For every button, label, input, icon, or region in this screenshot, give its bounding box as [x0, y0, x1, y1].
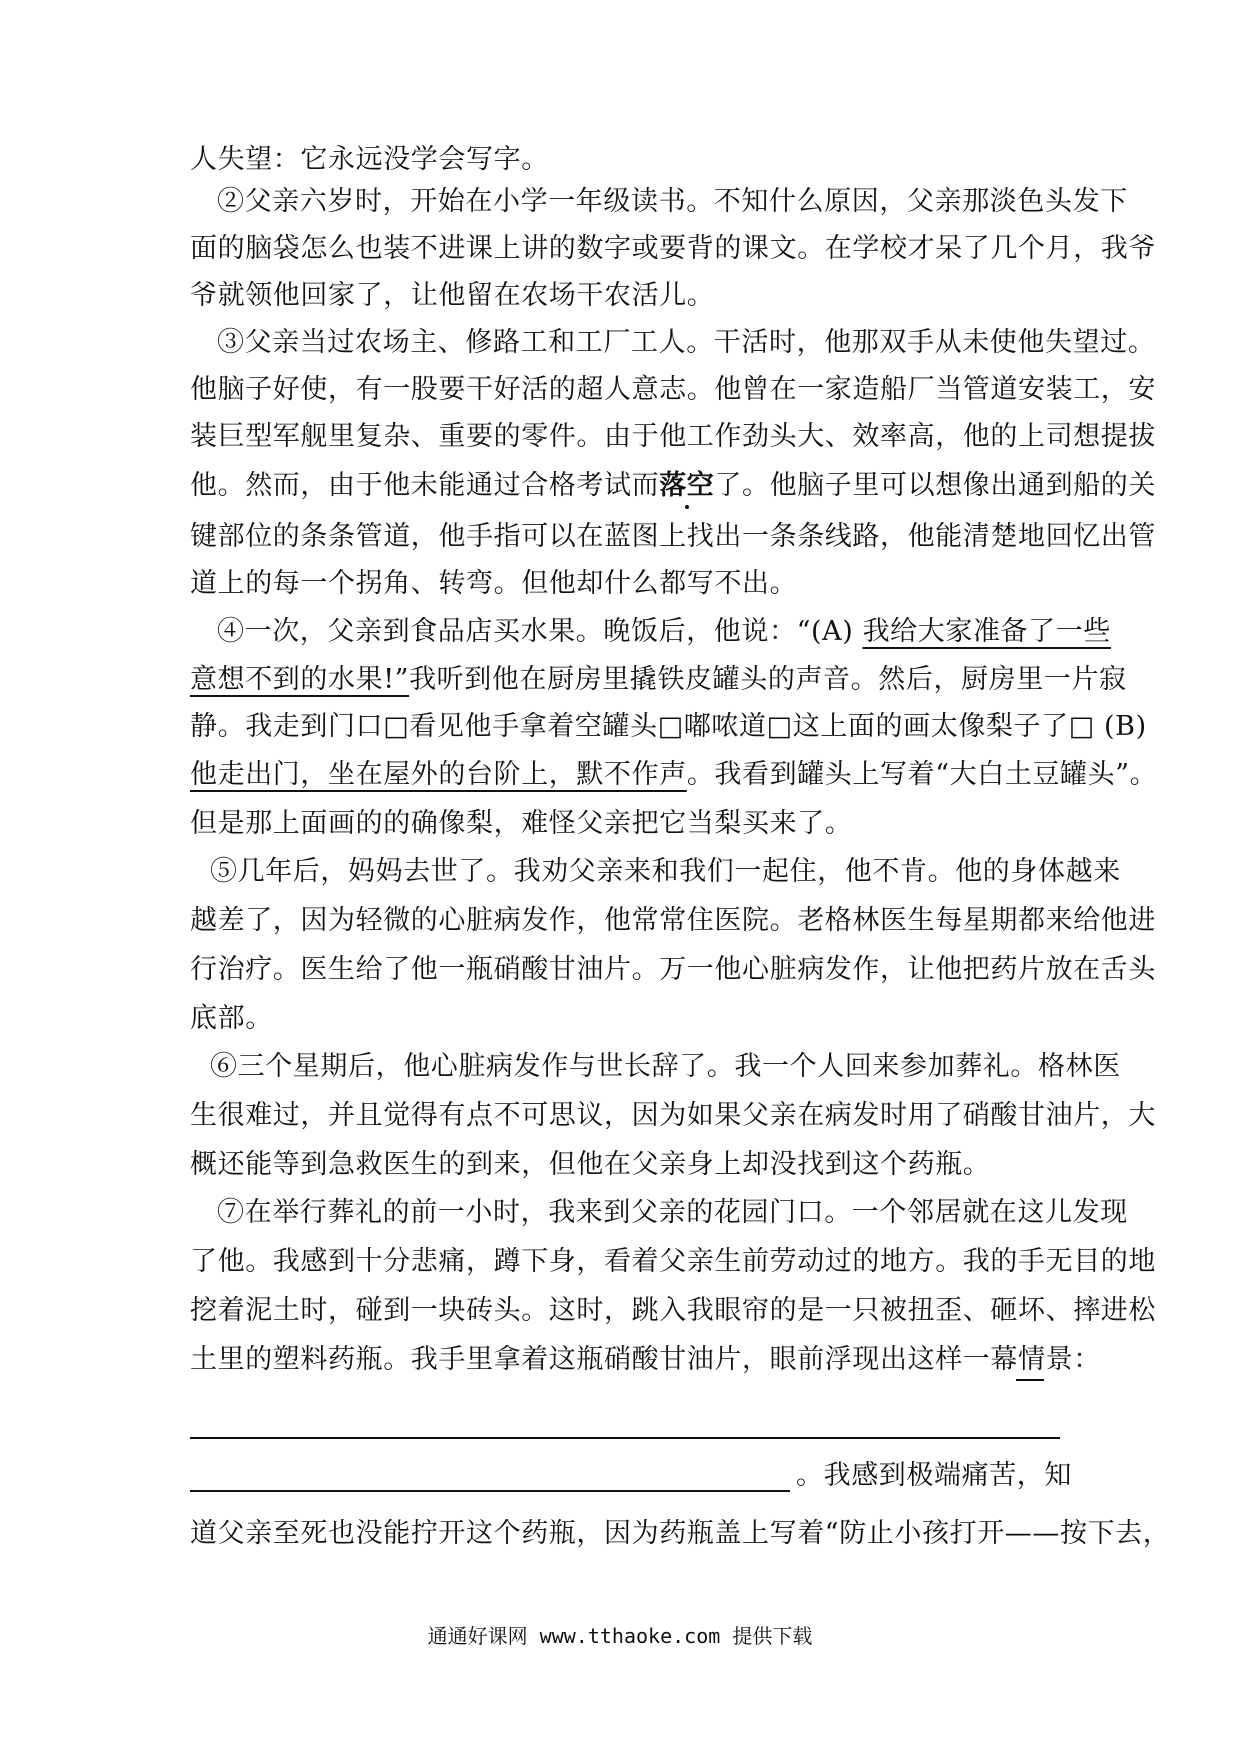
paragraph-line	[190, 1340, 1101, 1380]
text-run: ⑥三个星期后，他心脏病发作与世长辞了。我一个人回来参加葬礼。格林医	[210, 1051, 1121, 1082]
paragraph-line	[190, 901, 1156, 941]
text-run: ④一次，父亲到食品店买水果。晚饭后，他说：“(A)	[217, 616, 863, 647]
paragraph-line	[190, 1291, 1156, 1331]
paragraph-line	[190, 140, 1060, 180]
paragraph-6-line	[210, 1047, 1121, 1087]
paragraph-2-line	[217, 182, 1128, 222]
text-run: 了他。我感到十分悲痛，蹲下身，看着父亲生前劳动过的地方。我的手无目的地	[190, 1246, 1156, 1277]
paragraph-line	[190, 1096, 1156, 1136]
paragraph-line	[190, 564, 1060, 604]
text-run: 装巨型军舰里复杂、重要的零件。由于他工作劲头大、效率高，他的上司想提拔	[190, 421, 1156, 452]
answer-blank[interactable]	[190, 1490, 790, 1492]
text-run: 底部。	[190, 1003, 273, 1034]
answer-blank[interactable]	[1016, 1379, 1044, 1381]
text-run: ⑦在举行葬礼的前一小时，我来到父亲的花园门口。一个邻居就在这儿发现	[217, 1197, 1128, 1228]
text-run: 。我看到罐头上写着“大白土豆罐头”。	[686, 759, 1158, 790]
paragraph-5-line	[210, 852, 1121, 892]
text-run: 道父亲至死也没能拧开这个药瓶，因为药瓶盖上写着“防止小孩打开——按下去，	[190, 1518, 1171, 1549]
answer-blank[interactable]	[190, 1437, 1060, 1439]
text-run: 土里的塑料药瓶。我手里拿着这瓶硝酸甘油片，眼前浮现出这样一幕情景：	[190, 1344, 1101, 1375]
text-run: 他脑子好使，有一股要干好活的超人意志。他曾在一家造船厂当管道安装工，安	[190, 374, 1156, 405]
page-footer: 通通好课网 www.tthaoke.com 提供下载	[427, 1624, 813, 1648]
text-run: 但是那上面画的的确像梨，难怪父亲把它当梨买来了。	[190, 808, 853, 839]
paragraph-line	[190, 1145, 1060, 1185]
paragraph-3-line	[217, 323, 1156, 363]
text-run: 面的脑袋怎么也装不进课上讲的数字或要背的课文。在学校才呆了几个月，我爷	[190, 233, 1156, 264]
text-run: 静。我走到门口□看见他手拿着空罐头□嘟哝道□这上面的画太像梨子了□ (B)	[190, 711, 1147, 742]
text-run: 键部位的条条管道，他手指可以在蓝图上找出一条条线路，他能清楚地回忆出管	[190, 521, 1156, 552]
paragraph-line	[796, 1456, 1072, 1496]
underlined-sentence-b: 他走出门，坐在屋外的台阶上，默不作声	[190, 759, 687, 790]
paragraph-line	[190, 950, 1156, 990]
underlined-sentence-a: 我给大家准备了一些	[862, 616, 1111, 647]
text-run: 。我感到极端痛苦，知	[796, 1460, 1072, 1491]
emphasized-word: 落空	[659, 470, 715, 501]
text-run: 爷就领他回家了，让他留在农场干农活儿。	[190, 280, 715, 311]
text-run: ⑤几年后，妈妈去世了。我劝父亲来和我们一起住，他不肯。他的身体越来	[210, 856, 1121, 887]
paragraph-line	[190, 755, 1158, 795]
underlined-sentence-a: 意想不到的水果!”	[190, 664, 410, 695]
text-run: 概还能等到急救医生的到来，但他在父亲身上却没找到这个药瓶。	[190, 1149, 991, 1180]
paragraph-line	[190, 804, 1060, 844]
paragraph-line	[190, 276, 1060, 316]
paragraph-line	[190, 229, 1156, 269]
text-run: ③父亲当过农场主、修路工和工厂工人。干活时，他那双手从未使他失望过。	[217, 327, 1156, 358]
paragraph-7-line	[217, 1193, 1128, 1233]
paragraph-line	[190, 707, 1147, 747]
paragraph-line	[190, 466, 1157, 506]
text-run: 他。然而，由于他未能通过合格考试而	[190, 470, 660, 501]
text-run: 生很难过，并且觉得有点不可思议，因为如果父亲在病发时用了硝酸甘油片，大	[190, 1100, 1156, 1131]
paragraph-line	[190, 517, 1156, 557]
text-run: ②父亲六岁时，开始在小学一年级读书。不知什么原因，父亲那淡色头发下	[217, 186, 1128, 217]
text-run: 行治疗。医生给了他一瓶硝酸甘油片。万一他心脏病发作，让他把药片放在舌头	[190, 954, 1156, 985]
paragraph-line	[190, 1514, 1171, 1554]
text-run: 我听到他在厨房里撬铁皮罐头的声音。然后，厨房里一片寂	[409, 664, 1127, 695]
paragraph-4-line	[217, 612, 1111, 652]
paragraph-line	[190, 370, 1156, 410]
text-run: 道上的每一个拐角、转弯。但他却什么都写不出。	[190, 568, 798, 599]
text-run: 越差了，因为轻微的心脏病发作，他常常住医院。老格林医生每星期都来给他进	[190, 905, 1156, 936]
paragraph-line	[190, 1242, 1156, 1282]
text-run: 挖着泥土时，碰到一块砖头。这时，跳入我眼帘的是一只被扭歪、砸坏、摔进松	[190, 1295, 1156, 1326]
text-run: 了。他脑子里可以想像出通到船的关	[714, 470, 1157, 501]
paragraph-line	[190, 660, 1127, 700]
paragraph-line	[190, 999, 1060, 1039]
paragraph-line	[190, 417, 1156, 457]
text-run: 人失望：它永远没学会写字。	[190, 144, 549, 175]
